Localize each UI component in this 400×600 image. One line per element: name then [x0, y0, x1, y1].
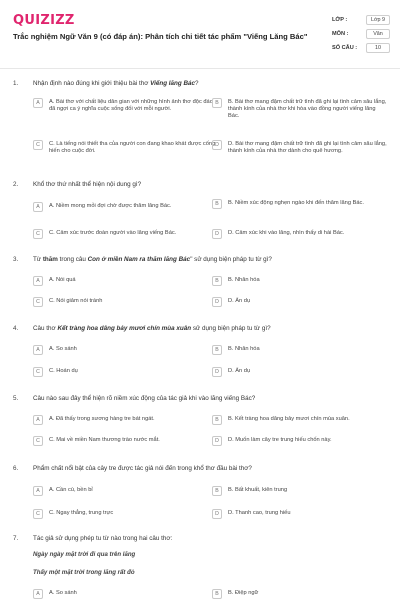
option-c[interactable]: [33, 229, 218, 239]
option-letter: D: [212, 140, 222, 150]
option-b[interactable]: [212, 345, 387, 355]
question-text-part: Câu thơ: [33, 325, 58, 332]
option-text: B. Điệp ngữ: [228, 590, 259, 596]
option-b[interactable]: [212, 98, 387, 120]
question-text: Câu nào sau đây thể hiện rõ niềm xúc động của tác giả khi vào lăng viếng Bác?: [33, 395, 256, 402]
question-text-part: Từ: [33, 256, 43, 263]
worksheet-title: Trắc nghiệm Ngữ Văn 9 (có đáp án): Phân tích chi tiết tác phẩm "Viếng Lăng Bác": [13, 32, 308, 41]
question-text: [33, 80, 383, 88]
question-text: [33, 325, 383, 333]
option-a[interactable]: [33, 276, 218, 286]
meta-subject-label: MÔN :: [332, 31, 349, 37]
option-letter: C: [33, 367, 43, 377]
option-text: C. Cảm xúc trước đoàn người vào lăng viếng Bác.: [49, 230, 177, 236]
option-text: A. Cần cù, bền bỉ: [49, 487, 93, 493]
option-b[interactable]: [212, 589, 387, 599]
question-number: 7.: [13, 535, 19, 542]
option-text: A. Nói quá: [49, 277, 76, 283]
meta-count-label: SỐ CÂU :: [332, 45, 358, 51]
question-text-part: Nhận định nào đúng khi giới thiệu bài thơ: [33, 80, 151, 87]
option-letter: D: [212, 509, 222, 519]
option-d[interactable]: [212, 436, 387, 446]
option-letter: C: [33, 509, 43, 519]
option-c[interactable]: [33, 140, 218, 155]
option-d[interactable]: [212, 140, 387, 155]
option-text: D. Ẩn dụ: [228, 298, 251, 304]
option-letter: A: [33, 589, 43, 599]
option-c[interactable]: [33, 297, 218, 307]
option-c[interactable]: [33, 436, 218, 446]
option-letter: B: [212, 199, 222, 209]
option-letter: B: [212, 415, 222, 425]
option-b[interactable]: [212, 276, 387, 286]
question-text-emphasis: Con ở miền Nam ra thăm lăng Bác: [87, 256, 191, 263]
option-letter: A: [33, 202, 43, 212]
option-text: D. Ẩn dụ: [228, 368, 251, 374]
question-number: 2.: [13, 181, 19, 188]
option-a[interactable]: [33, 202, 218, 212]
option-text: C. Là tiếng nói thiết tha của người con đang khao khát được cống hiến cho cuộc đời.: [49, 141, 216, 154]
meta-class-value: Lớp 9: [366, 15, 390, 25]
option-letter: B: [212, 486, 222, 496]
option-letter: A: [33, 415, 43, 425]
option-letter: D: [212, 367, 222, 377]
option-a[interactable]: [33, 589, 218, 599]
question-number: 5.: [13, 395, 19, 402]
option-a[interactable]: [33, 345, 218, 355]
option-d[interactable]: [212, 509, 387, 519]
option-letter: A: [33, 345, 43, 355]
option-b[interactable]: [212, 199, 387, 209]
option-text: C. Nói giảm nói tránh: [49, 298, 103, 304]
option-letter: D: [212, 436, 222, 446]
question-text-emphasis: thăm: [42, 256, 58, 263]
question-text: Tác giả sử dụng phép tu từ nào trong hai câu thơ:: [33, 535, 173, 542]
option-c[interactable]: [33, 367, 218, 377]
option-a[interactable]: [33, 98, 218, 113]
meta-count: [332, 41, 390, 55]
question-text-part: " sử dụng biện pháp tu từ gì?: [190, 256, 272, 263]
option-letter: C: [33, 229, 43, 239]
question-text-emphasis: Viếng lăng Bác: [150, 80, 196, 87]
option-letter: C: [33, 436, 43, 446]
option-letter: A: [33, 98, 43, 108]
option-b[interactable]: [212, 486, 387, 496]
question-text-part: ?: [195, 80, 199, 87]
option-d[interactable]: [212, 229, 387, 239]
option-text: D. Bài thơ mang đậm chất trữ tình đã ghi lại tình cảm sâu lắng, thành kính của nhà thơ dành cho quê hương.: [228, 141, 387, 154]
poem-line-2: Thấy một mặt trời trong lăng rất đỏ: [33, 569, 135, 576]
option-d[interactable]: [212, 367, 387, 377]
option-text: B. Kết tràng hoa dâng bảy mươi chín mùa xuân.: [228, 416, 350, 422]
question-text-part: trong câu: [57, 256, 88, 263]
option-text: A. Đã thấy trong sương hàng tre bát ngát.: [49, 416, 155, 422]
question-number: 3.: [13, 256, 19, 263]
option-text: B. Nhân hóa: [228, 277, 260, 283]
option-text: A. Bài thơ với chất liệu dân gian với những hình ảnh thơ độc đáo đã ngợi ca ý nghĩa cuộc sống đối với mỗi người.: [49, 99, 213, 112]
question-text: Phẩm chất nổi bật của cây tre được tác giả nói đến trong khổ thơ đầu bài thơ?: [33, 465, 252, 472]
meta-subject-value: Văn: [366, 29, 390, 39]
option-text: C. Ngay thẳng, trung trực: [49, 510, 114, 516]
option-letter: C: [33, 297, 43, 307]
option-letter: B: [212, 589, 222, 599]
option-text: D. Muốn làm cây tre trung hiếu chốn này.: [228, 437, 332, 443]
option-text: C. Mai về miền Nam thương trào nước mắt.: [49, 437, 160, 443]
option-text: B. Bất khuất, kiên trung: [228, 487, 288, 493]
option-text: D. Thanh cao, trung hiếu: [228, 510, 291, 516]
question-text: Khổ thơ thứ nhất thể hiện nội dung gì?: [33, 181, 142, 188]
option-text: A. Niềm mong mỏi đợi chờ được thăm lăng Bác.: [49, 203, 172, 209]
meta-subject: [332, 27, 390, 41]
option-letter: A: [33, 486, 43, 496]
option-letter: B: [212, 345, 222, 355]
option-a[interactable]: [33, 415, 218, 425]
option-text: C. Hoán dụ: [49, 368, 78, 374]
option-text: B. Niềm xúc động nghẹn ngào khi đến thăm lăng Bác.: [228, 200, 364, 206]
option-a[interactable]: [33, 486, 218, 496]
option-b[interactable]: [212, 415, 387, 425]
option-letter: D: [212, 297, 222, 307]
question-number: 4.: [13, 325, 19, 332]
meta-class: [332, 13, 390, 27]
question-number: 6.: [13, 465, 19, 472]
option-letter: A: [33, 276, 43, 286]
option-text: A. So sánh: [49, 590, 77, 596]
option-d[interactable]: [212, 297, 387, 307]
option-letter: B: [212, 98, 222, 108]
worksheet-header: [0, 0, 400, 70]
meta-count-value: 10: [366, 43, 390, 53]
option-text: A. So sánh: [49, 346, 77, 352]
question-text: [33, 256, 383, 264]
question-text-part: sử dụng biện pháp tu từ gì?: [191, 325, 271, 332]
question-text-emphasis: Kết tràng hoa dâng bảy mươi chín mùa xuân: [57, 325, 192, 332]
quizizz-logo: QUIZIZZ: [13, 13, 75, 28]
option-text: B. Bài thơ mang đậm chất trữ tình đã ghi lại tình cảm sâu lắng, thành kính của nhà thơ khi hòa vào đồng người viếng lăng Bác.: [228, 99, 387, 119]
worksheet-meta: [332, 13, 390, 55]
option-c[interactable]: [33, 509, 218, 519]
option-text: B. Nhân hóa: [228, 346, 260, 352]
option-letter: B: [212, 276, 222, 286]
meta-class-label: LỚP :: [332, 17, 348, 23]
option-letter: C: [33, 140, 43, 150]
poem-line-1: Ngày ngày mặt trời đi qua trên lăng: [33, 551, 136, 558]
option-letter: D: [212, 229, 222, 239]
header-divider: [0, 68, 400, 69]
option-text: D. Cảm xúc khi vào lăng, nhìn thấy di hài Bác.: [228, 230, 345, 236]
question-number: 1.: [13, 80, 19, 87]
